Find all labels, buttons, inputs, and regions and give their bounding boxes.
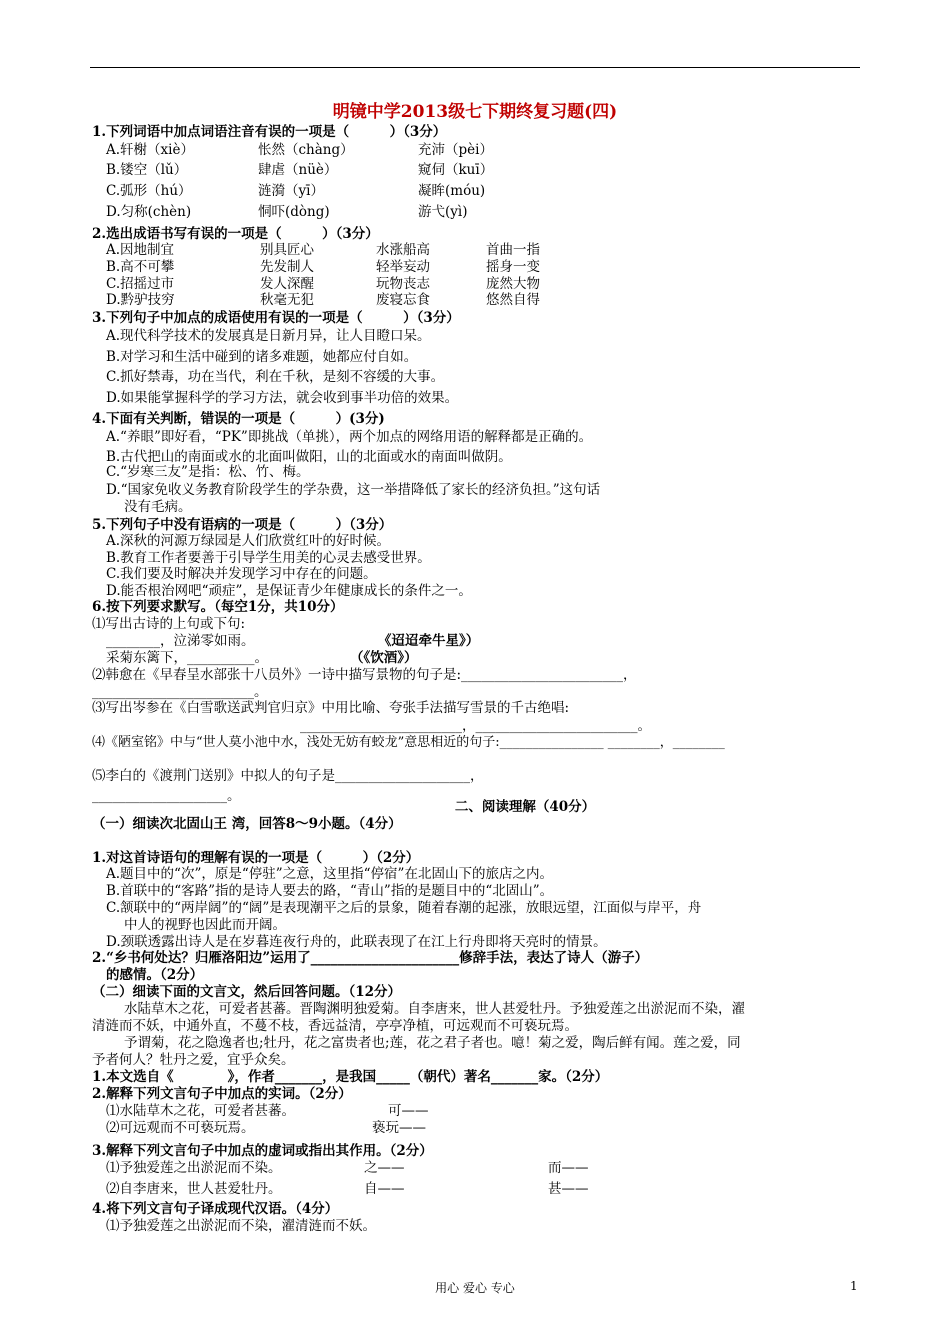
part1-q1-c-cont: 中人的视野也因此而开阔。 xyxy=(124,917,286,933)
q5-stem: 5.下列句子中没有语病的一项是（ ）（3分） xyxy=(92,517,393,533)
q6-line7: ________________________，________________________。 xyxy=(300,718,651,734)
part1-heading: （一）细读次北固山王 湾，回答8～9小题。（4分） xyxy=(92,816,402,832)
part2-q4a: ⑴予独爱莲之出淤泥而不染，濯清涟而不妖。 xyxy=(106,1218,376,1234)
q2-c2: 发人深醒 xyxy=(260,276,314,292)
page-number: 1 xyxy=(850,1279,858,1293)
header-rule xyxy=(90,67,860,68)
q6-line4: ⑵韩愈在《早春呈水部张十八员外》一诗中描写景物的句子是:________________________， xyxy=(92,667,637,683)
q4-stem: 4.下面有关判断，错误的一项是（ ）(3分) xyxy=(92,411,385,427)
part2-text-3: 予谓菊，花之隐逸者也;牡丹，花之富贵者也;莲，花之君子者也。噫！菊之爱，陶后鲜有闻。莲之爱，同 xyxy=(124,1035,741,1051)
part1-q1-b: B.首联中的“客路”指的是诗人要去的路，“青山”指的是题目中的“北固山”。 xyxy=(106,883,554,899)
q1-b3: 窥伺（kuī） xyxy=(418,162,494,178)
part2-text-4: 予者何人？牡丹之爱，宜乎众矣。 xyxy=(92,1052,295,1068)
q6-line6: ⑶写出岑参在《白雪歌送武判官归京》中用比喻、夸张手法描写雪景的千古绝唱: xyxy=(92,700,570,716)
part2-q2a: ⑴水陆草木之花，可爱者甚蕃。 xyxy=(106,1103,295,1119)
q3-b: B.对学习和生活中碰到的诸多难题，她都应付自如。 xyxy=(106,349,418,365)
part2-q3: 3.解释下列文言句子中加点的虚词或指出其作用。（2分） xyxy=(92,1143,433,1159)
q4-b: B.古代把山的南面或水的北面叫做阳，山的北面或水的南面叫做阴。 xyxy=(106,449,512,465)
q1-c2: 涟漪（yī） xyxy=(258,183,324,199)
q2-d4: 悠然自得 xyxy=(486,292,540,308)
q4-a: A.“养眼”即好看，“PK”即挑战（单挑），两个加点的网络用语的解释都是正确的。 xyxy=(106,429,593,445)
q1-c1: C.弧形（hú） xyxy=(106,183,192,199)
q2-a1: A.因地制宜 xyxy=(106,242,175,258)
q2-a4: 首曲一指 xyxy=(486,242,540,258)
q2-c4: 庞然大物 xyxy=(486,276,540,292)
q1-a2: 怅然（chàng） xyxy=(258,142,354,158)
part2-heading: （二）细读下面的文言文，然后回答问题。（12分） xyxy=(92,984,402,1000)
q3-stem: 3.下列句子中加点的成语使用有误的一项是（ ）（3分） xyxy=(92,310,460,326)
q4-d-cont: 没有毛病。 xyxy=(124,499,192,515)
part1-q1-d: D.颈联透露出诗人是在岁暮连夜行舟的，此联表现了在江上行舟即将天亮时的情景。 xyxy=(106,934,607,950)
part2-q4: 4.将下列文言句子译成现代汉语。（4分） xyxy=(92,1201,339,1217)
q6-line3b: （《饮酒》） xyxy=(350,650,418,666)
q1-d2: 恫吓(dòng) xyxy=(258,204,330,220)
q2-c3: 玩物丧志 xyxy=(376,276,430,292)
q5-b: B.教育工作者要善于引导学生用美的心灵去感受世界。 xyxy=(106,550,431,566)
q2-d1: D.黔驴技穷 xyxy=(106,292,175,308)
q5-c: C.我们要及时解决并发现学习中存在的问题。 xyxy=(106,566,377,582)
part2-q3a-1: 之—— xyxy=(364,1160,405,1176)
q2-stem: 2.选出成语书写有误的一项是（ ）（3分） xyxy=(92,226,379,242)
q2-b4: 摇身一变 xyxy=(486,259,540,275)
q5-a: A.深秋的河源万绿园是人们欣赏红叶的好时候。 xyxy=(106,533,391,549)
q1-stem: 1.下列词语中加点词语注音有误的一项是（ ）（3分） xyxy=(92,124,447,140)
q6-line8: ⑷《陋室铭》中与“世人莫小池中水，浅处无妨有蛟龙”意思相近的句子:________________ ________，________ xyxy=(92,735,725,750)
part2-q3b: ⑵自李唐来，世人甚爱牡丹。 xyxy=(106,1181,282,1197)
part1-q1-stem: 1.对这首诗语句的理解有误的一项是（ ）（2分） xyxy=(92,850,420,866)
q6-line10: ____________________。 xyxy=(92,788,241,804)
page-title: 明镜中学2013级七下期终复习题(四) xyxy=(332,102,618,122)
section-2-heading: 二、阅读理解（40分） xyxy=(454,799,596,815)
q2-b1: B.高不可攀 xyxy=(106,259,175,275)
q2-d2: 秋毫无犯 xyxy=(260,292,314,308)
part2-text-1: 水陆草木之花，可爱者甚蕃。晋陶渊明独爱菊。自李唐来，世人甚爱牡丹。予独爱莲之出淤泥而不染，濯 xyxy=(124,1001,745,1017)
q6-line2a: ________，泣涕零如雨。 xyxy=(106,633,255,649)
q6-stem: 6.按下列要求默写。（每空1分，共10分） xyxy=(92,599,344,615)
part2-q2: 2.解释下列文言句子中加点的实词。（2分） xyxy=(92,1086,352,1102)
q1-d1: D.匀称(chèn) xyxy=(106,204,192,220)
q3-c: C.抓好禁毒，功在当代，利在千秋，是刻不容缓的大事。 xyxy=(106,369,445,385)
part2-q2b-ans: 亵玩—— xyxy=(372,1120,426,1136)
q2-b2: 先发制人 xyxy=(260,259,314,275)
q3-d: D.如果能掌握科学的学习方法，就会收到事半功倍的效果。 xyxy=(106,390,459,406)
q6-line1: ⑴写出古诗的上句或下句: xyxy=(92,616,246,632)
q2-d3: 废寝忘食 xyxy=(376,292,430,308)
part2-q2a-ans: 可—— xyxy=(388,1103,429,1119)
q1-a1: A.轩榭（xiè） xyxy=(106,142,194,158)
q1-b2: 肆虐（nüè） xyxy=(258,162,338,178)
part2-q3b-2: 甚—— xyxy=(548,1181,589,1197)
part1-q1-a: A.题目中的“次”，原是“停驻”之意，这里指“停宿”在北固山下的旅店之内。 xyxy=(106,866,553,882)
part1-q1-c: C.颔联中的“两岸阔”的“阔”是表现潮平之后的景象，随着春潮的起涨，放眼远望，江面似与岸平，舟 xyxy=(106,900,702,916)
part2-q3b-1: 自—— xyxy=(364,1181,405,1197)
part2-q3a-2: 而—— xyxy=(548,1160,589,1176)
q2-b3: 轻举妄动 xyxy=(376,259,430,275)
part2-q3a: ⑴予独爱莲之出淤泥而不染。 xyxy=(106,1160,282,1176)
q1-c3: 凝眸(móu) xyxy=(418,183,486,199)
part2-q1: 1.本文选自《 》，作者_______，是我国_____（朝代）著名_______家。（2分） xyxy=(92,1069,609,1085)
q6-line9: ⑸李白的《渡荆门送别》中拟人的句子是____________________， xyxy=(92,768,484,784)
q4-c: C.“岁寒三友”是指：松、竹、梅。 xyxy=(106,464,310,480)
q1-d3: 游弋(yì) xyxy=(418,204,468,220)
q3-a: A.现代科学技术的发展真是日新月异，让人目瞪口呆。 xyxy=(106,328,431,344)
q4-d: D.“国家免收义务教育阶段学生的学杂费，这一举措降低了家长的经济负担。”这句话 xyxy=(106,482,601,498)
part2-q2b: ⑵可远观而不可亵玩焉。 xyxy=(106,1120,255,1136)
q5-d: D.能否根治网吧“顽症”，是保证青少年健康成长的条件之一。 xyxy=(106,583,472,599)
page-footer: 用心 爱心 专心 xyxy=(435,1281,515,1295)
part1-q2-line1: 2.“乡书何处达？归雁洛阳边”运用了______________________修辞手法，表达了诗人（游子） xyxy=(92,950,649,966)
q2-a3: 水涨船高 xyxy=(376,242,430,258)
q2-a2: 别具匠心 xyxy=(260,242,314,258)
q6-line2b: 《迢迢牵牛星》） xyxy=(378,633,480,649)
q2-c1: C.招摇过市 xyxy=(106,276,175,292)
q1-a3: 充沛（pèi） xyxy=(418,142,493,158)
q6-line5: ________________________。 xyxy=(92,684,268,700)
part2-text-2: 清涟而不妖，中通外直，不蔓不枝，香远益清，亭亭净植，可远观而不可亵玩焉。 xyxy=(92,1018,578,1034)
q6-line3a: 采菊东篱下，__________。 xyxy=(106,650,268,666)
q1-b1: B.镂空（lǔ） xyxy=(106,162,188,178)
part1-q2-line2: 的感情。（2分） xyxy=(106,967,204,983)
